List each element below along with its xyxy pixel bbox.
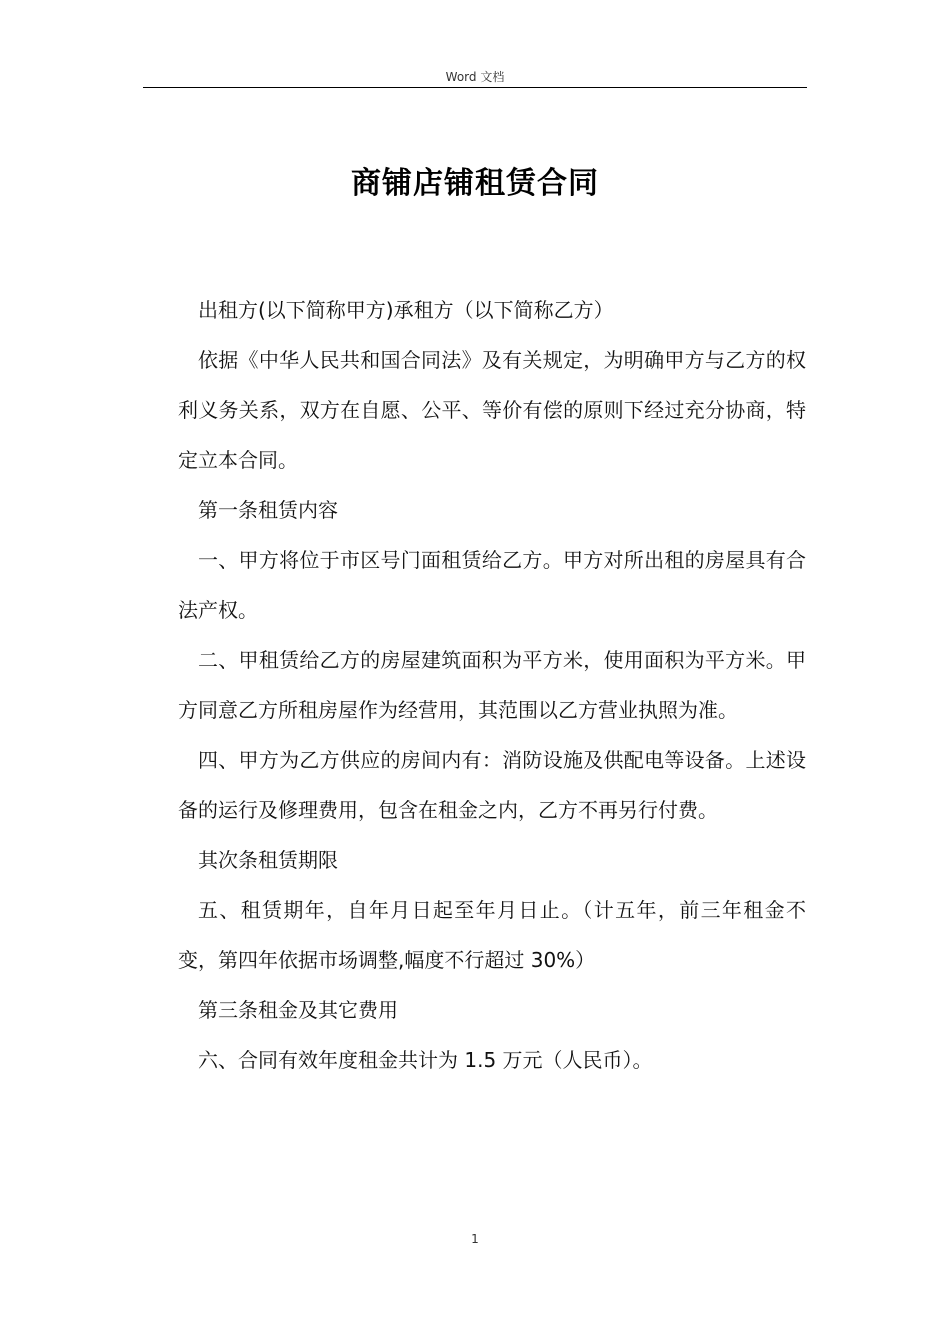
header-divider	[143, 87, 807, 88]
clause-4: 四、甲方为乙方供应的房间内有：消防设施及供配电等设备。上述设备的运行及修理费用，包含在租金之内，乙方不再另行付费。	[178, 748, 806, 822]
clause-6: 六、合同有效年度租金共计为 1.5 万元（人民币）。	[198, 1048, 653, 1072]
article-1-heading: 第一条租赁内容	[198, 498, 338, 522]
paragraph-parties: 出租方(以下简称甲方)承租方（以下简称乙方）	[198, 298, 614, 322]
clause-5: 五、租赁期年，自年月日起至年月日止。（计五年，前三年租金不变，第四年依据市场调整,幅度不行超过 30%）	[178, 898, 806, 972]
paragraph-preamble: 依据《中华人民共和国合同法》及有关规定，为明确甲方与乙方的权利义务关系，双方在自愿、公平、等价有偿的原则下经过充分协商，特定立本合同。	[178, 348, 806, 472]
clause-1: 一、甲方将位于市区号门面租赁给乙方。甲方对所出租的房屋具有合法产权。	[178, 548, 806, 622]
document-title: 商铺店铺租赁合同	[351, 166, 599, 201]
page-header: Word 文档	[445, 70, 505, 84]
article-3-heading: 第三条租金及其它费用	[198, 998, 398, 1022]
page-number: 1	[471, 1232, 479, 1246]
document-body	[178, 285, 806, 1085]
clause-2: 二、甲租赁给乙方的房屋建筑面积为平方米，使用面积为平方米。甲方同意乙方所租房屋作为经营用，其范围以乙方营业执照为准。	[178, 648, 806, 722]
article-2-heading: 其次条租赁期限	[198, 848, 338, 872]
